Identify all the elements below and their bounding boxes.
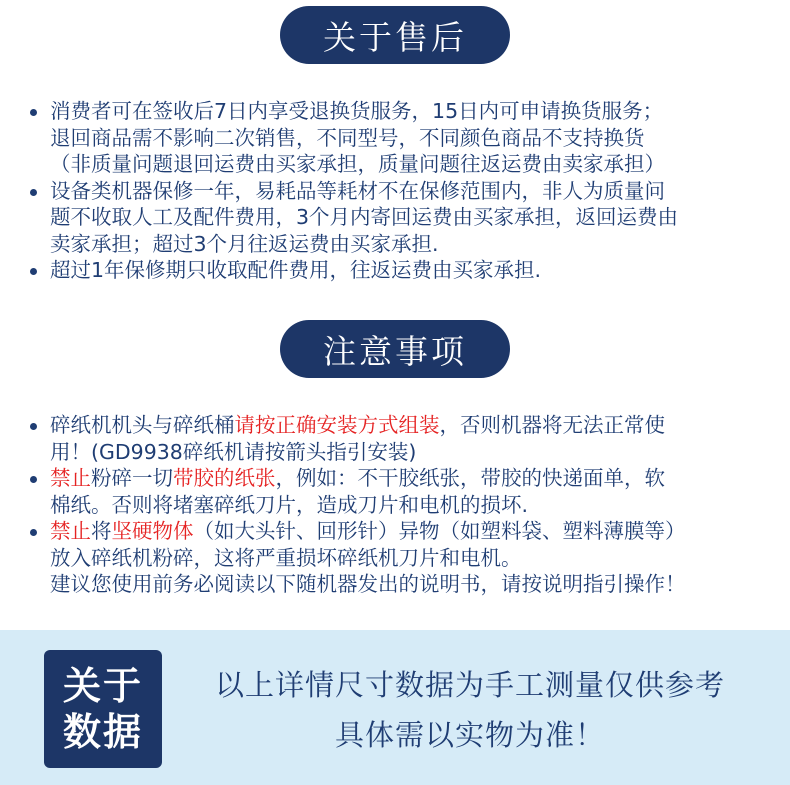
notes-item-3-warning: 坚硬物体 (111, 519, 194, 543)
data-badge-line-1: 关于 (62, 664, 143, 708)
notes-item-1-line-1 (50, 412, 768, 439)
notes-item-3-line-3: 建议您使用前务必阅读以下随机器发出的说明书，请按说明指引操作！ (50, 572, 686, 596)
after-sales-item-1-line-1: 消费者可在签收后7日内享受退换货服务，15日内可申请换货服务； (50, 99, 664, 123)
bullet-icon (30, 423, 37, 430)
notes-item-2 (28, 465, 768, 518)
notes-item-1 (28, 412, 768, 465)
footer-disclaimer-line-1: 以上详情尺寸数据为手工测量仅供参考 (214, 668, 725, 702)
after-sales-item-3-line-1: 超过1年保修期只收取配件费用，往返运费由买家承担. (50, 258, 542, 282)
bullet-icon (30, 109, 37, 116)
after-sales-item-2-line-1: 设备类机器保修一年，易耗品等耗材不在保修范围内，非人为质量问 (50, 178, 665, 203)
footer-disclaimer (190, 660, 750, 760)
notes-item-2-warning: 带胶的纸张 (173, 466, 276, 490)
notes-item-3-text-b: （如大头针、回形针）异物（如塑料袋、塑料薄膜等） (193, 519, 686, 543)
data-badge (44, 650, 162, 768)
notes-item-1-text-a: 碎纸机机头与碎纸桶 (50, 413, 235, 437)
data-badge-line-2: 数据 (62, 710, 143, 754)
after-sales-item-1-line-2: 退回商品需不影响二次销售，不同型号，不同颜色商品不支持换货 (50, 125, 645, 150)
notes-item-1-line-2: 用！(GD9938碎纸机请按箭头指引安装) (50, 439, 417, 464)
after-sales-item-1-line-3: （非质量问题退回运费由买家承担，质量问题往返运费由卖家承担） (50, 152, 665, 176)
notes-section (28, 412, 768, 598)
after-sales-item-1 (28, 98, 768, 178)
bullet-icon (30, 476, 37, 483)
notes-item-2-text-a: 粉碎一切 (91, 466, 173, 490)
after-sales-item-2-line-2: 题不收取人工及配件费用，3个月内寄回运费由买家承担，返回运费由 (50, 205, 679, 229)
after-sales-item-3 (28, 257, 768, 284)
bullet-icon (30, 529, 37, 536)
notes-item-3 (28, 518, 768, 598)
bullet-icon (30, 268, 37, 275)
bullet-icon (30, 189, 37, 196)
footer-banner (0, 630, 790, 785)
notes-item-2-line-2: 棉纸。否则将堵塞碎纸刀片，造成刀片和电机的损坏. (50, 492, 529, 517)
notes-item-1-warning: 请按正确安装方式组装 (234, 413, 440, 437)
after-sales-section (28, 98, 768, 284)
after-sales-title: 关于售后 (280, 6, 510, 64)
notes-item-2-prohibit: 禁止 (50, 466, 91, 490)
notes-item-3-prohibit: 禁止 (50, 519, 91, 543)
after-sales-item-2 (28, 178, 768, 258)
notes-item-3-line-2: 放入碎纸机粉碎，这将严重损坏碎纸机刀片和电机。 (50, 545, 522, 570)
notes-item-2-line-1 (50, 465, 768, 492)
footer-disclaimer-line-2: 具体需以实物为准！ (334, 718, 605, 752)
notes-item-3-text-a: 将 (91, 519, 112, 543)
notes-item-2-text-b: ，例如：不干胶纸张，带胶的快递面单，软 (275, 466, 665, 490)
after-sales-item-2-line-3: 卖家承担；超过3个月往返运费由买家承担. (50, 231, 439, 256)
notes-title: 注意事项 (280, 320, 510, 378)
notes-item-1-text-b: ，否则机器将无法正常使 (439, 413, 665, 437)
notes-item-3-line-1 (50, 518, 768, 545)
